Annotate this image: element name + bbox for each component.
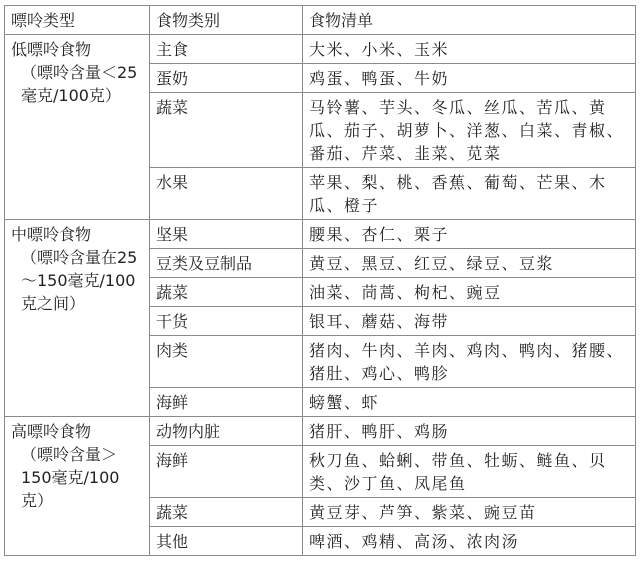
- table-row: [5, 417, 636, 446]
- food-list-cell: 鸡蛋、鸭蛋、牛奶: [303, 64, 636, 93]
- food-category-cell: 豆类及豆制品: [150, 249, 303, 278]
- purine-type-range: （嘌呤含量＜25毫克/100克）: [21, 63, 138, 105]
- purine-type-cell-low: [5, 35, 150, 220]
- food-list-cell: 猪肝、鸭肝、鸡肠: [303, 417, 636, 446]
- food-category-cell: 干货: [150, 307, 303, 336]
- purine-type-name: 中嘌呤食物: [11, 225, 92, 244]
- food-category-cell: 动物内脏: [150, 417, 303, 446]
- food-category-cell: 蔬菜: [150, 93, 303, 168]
- food-category-cell: 蔬菜: [150, 278, 303, 307]
- food-list-cell: 秋刀鱼、蛤蜊、带鱼、牡蛎、鲢鱼、贝类、沙丁鱼、凤尾鱼: [303, 446, 636, 498]
- food-list-cell: 黄豆芽、芦笋、紫菜、豌豆苗: [303, 498, 636, 527]
- purine-type-name: 低嘌呤食物: [11, 40, 92, 59]
- purine-type-range: （嘌呤含量＞150毫克/100克）: [21, 445, 120, 510]
- food-category-cell: 蛋奶: [150, 64, 303, 93]
- food-list-cell: 黄豆、黑豆、红豆、绿豆、豆浆: [303, 249, 636, 278]
- food-list-cell: 大米、小米、玉米: [303, 35, 636, 64]
- food-category-cell: 坚果: [150, 220, 303, 249]
- food-list-cell: 螃蟹、虾: [303, 388, 636, 417]
- table-row: [5, 220, 636, 249]
- purine-food-table: [4, 5, 636, 556]
- food-list-cell: 油菜、茼蒿、枸杞、豌豆: [303, 278, 636, 307]
- food-category-cell: 海鲜: [150, 446, 303, 498]
- food-category-cell: 肉类: [150, 336, 303, 388]
- purine-food-table-container: [4, 5, 635, 556]
- food-list-cell: 腰果、杏仁、栗子: [303, 220, 636, 249]
- food-category-cell: 海鲜: [150, 388, 303, 417]
- food-list-cell: 猪肉、牛肉、羊肉、鸡肉、鸭肉、猪腰、猪肚、鸡心、鸭胗: [303, 336, 636, 388]
- header-purine-type: 嘌呤类型: [5, 6, 150, 35]
- purine-type-name: 高嘌呤食物: [11, 422, 92, 441]
- food-list-cell: 苹果、梨、桃、香蕉、葡萄、芒果、木瓜、橙子: [303, 168, 636, 220]
- purine-type-cell-high: [5, 417, 150, 556]
- header-food-category: 食物类别: [150, 6, 303, 35]
- food-list-cell: 啤酒、鸡精、高汤、浓肉汤: [303, 527, 636, 556]
- food-list-cell: 银耳、蘑菇、海带: [303, 307, 636, 336]
- food-category-cell: 蔬菜: [150, 498, 303, 527]
- table-header-row: [5, 6, 636, 35]
- purine-type-cell-medium: [5, 220, 150, 417]
- header-food-list: 食物清单: [303, 6, 636, 35]
- food-category-cell: 其他: [150, 527, 303, 556]
- table-row: [5, 35, 636, 64]
- food-category-cell: 主食: [150, 35, 303, 64]
- food-category-cell: 水果: [150, 168, 303, 220]
- purine-type-range: （嘌呤含量在25～150毫克/100克之间）: [21, 248, 138, 313]
- food-list-cell: 马铃薯、芋头、冬瓜、丝瓜、苦瓜、黄瓜、茄子、胡萝卜、洋葱、白菜、青椒、番茄、芹菜、韭菜、苋菜: [303, 93, 636, 168]
